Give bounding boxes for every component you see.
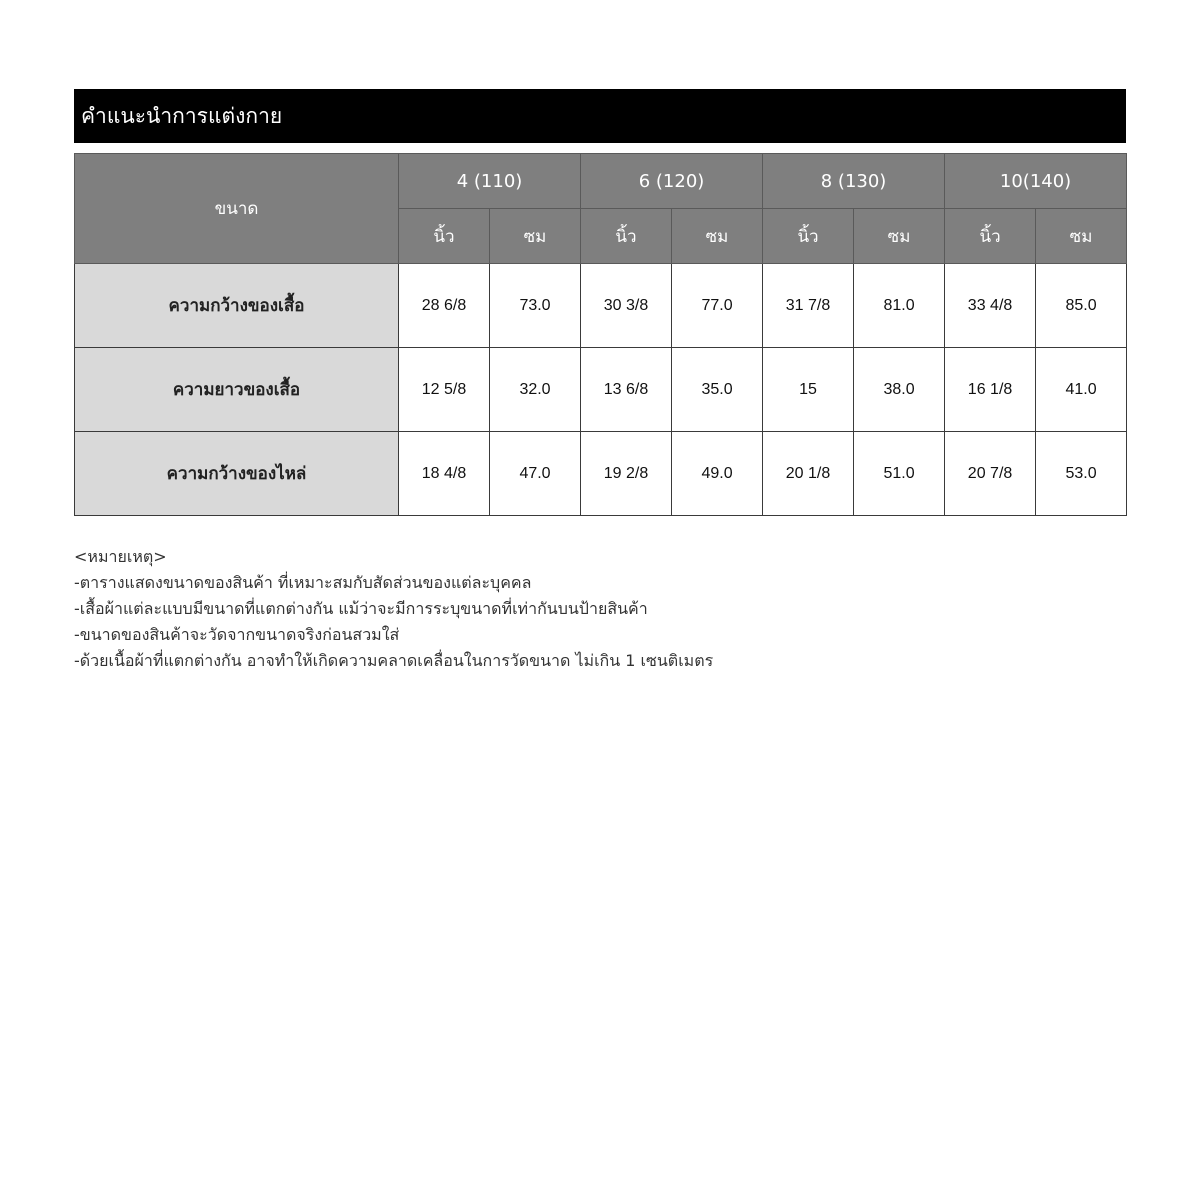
- unit-inch: นิ้ว: [763, 209, 854, 264]
- table-cell: 77.0: [672, 264, 763, 348]
- note-line: -ตารางแสดงขนาดของสินค้า ที่เหมาะสมกับสัดส่วนของแต่ละบุคคล: [74, 573, 532, 592]
- table-cell: 20 7/8: [945, 432, 1036, 516]
- table-row-shirt-length: [75, 348, 1127, 432]
- table-cell: 19 2/8: [581, 432, 672, 516]
- unit-cm: ซม: [490, 209, 581, 264]
- unit-inch: นิ้ว: [945, 209, 1036, 264]
- size-column-6: 6 (120): [581, 154, 763, 209]
- table-cell: 47.0: [490, 432, 581, 516]
- note-line: -ด้วยเนื้อผ้าที่แตกต่างกัน อาจทำให้เกิดความคลาดเคลื่อนในการวัดขนาด ไม่เกิน 1 เซนติเมตร: [74, 651, 714, 670]
- table-cell: 33 4/8: [945, 264, 1036, 348]
- note-line: -เสื้อผ้าแต่ละแบบมีขนาดที่แตกต่างกัน แม้ว่าจะมีการระบุขนาดที่เท่ากันบนป้ายสินค้า: [74, 599, 648, 618]
- table-cell: 51.0: [854, 432, 945, 516]
- size-column-8: 8 (130): [763, 154, 945, 209]
- table-cell: 32.0: [490, 348, 581, 432]
- unit-cm: ซม: [854, 209, 945, 264]
- note-line: -ขนาดของสินค้าจะวัดจากขนาดจริงก่อนสวมใส่: [74, 625, 400, 644]
- table-cell: 41.0: [1036, 348, 1127, 432]
- table-row-chest-width: [75, 264, 1127, 348]
- unit-cm: ซม: [1036, 209, 1127, 264]
- table-cell: 81.0: [854, 264, 945, 348]
- table-cell: 85.0: [1036, 264, 1127, 348]
- page-title: คำแนะนำการแต่งกาย: [74, 89, 1126, 143]
- table-cell: 73.0: [490, 264, 581, 348]
- table-cell: 28 6/8: [399, 264, 490, 348]
- table-cell: 53.0: [1036, 432, 1127, 516]
- size-column-4: 4 (110): [399, 154, 581, 209]
- table-cell: 49.0: [672, 432, 763, 516]
- table-cell: 12 5/8: [399, 348, 490, 432]
- unit-cm: ซม: [672, 209, 763, 264]
- notes-section: [74, 544, 1126, 674]
- table-cell: 16 1/8: [945, 348, 1036, 432]
- size-chart-table: [74, 153, 1127, 516]
- table-cell: 31 7/8: [763, 264, 854, 348]
- table-row-shoulder-width: [75, 432, 1127, 516]
- table-cell: 15: [763, 348, 854, 432]
- unit-inch: นิ้ว: [581, 209, 672, 264]
- size-column-10: 10(140): [945, 154, 1127, 209]
- table-cell: 38.0: [854, 348, 945, 432]
- row-label: ความกว้างของไหล่: [75, 432, 399, 516]
- row-label: ความยาวของเสื้อ: [75, 348, 399, 432]
- size-header-label: ขนาด: [75, 154, 399, 264]
- table-cell: 13 6/8: [581, 348, 672, 432]
- unit-inch: นิ้ว: [399, 209, 490, 264]
- table-cell: 35.0: [672, 348, 763, 432]
- table-cell: 30 3/8: [581, 264, 672, 348]
- row-label: ความกว้างของเสื้อ: [75, 264, 399, 348]
- table-cell: 18 4/8: [399, 432, 490, 516]
- notes-heading: <หมายเหตุ>: [74, 547, 167, 566]
- table-cell: 20 1/8: [763, 432, 854, 516]
